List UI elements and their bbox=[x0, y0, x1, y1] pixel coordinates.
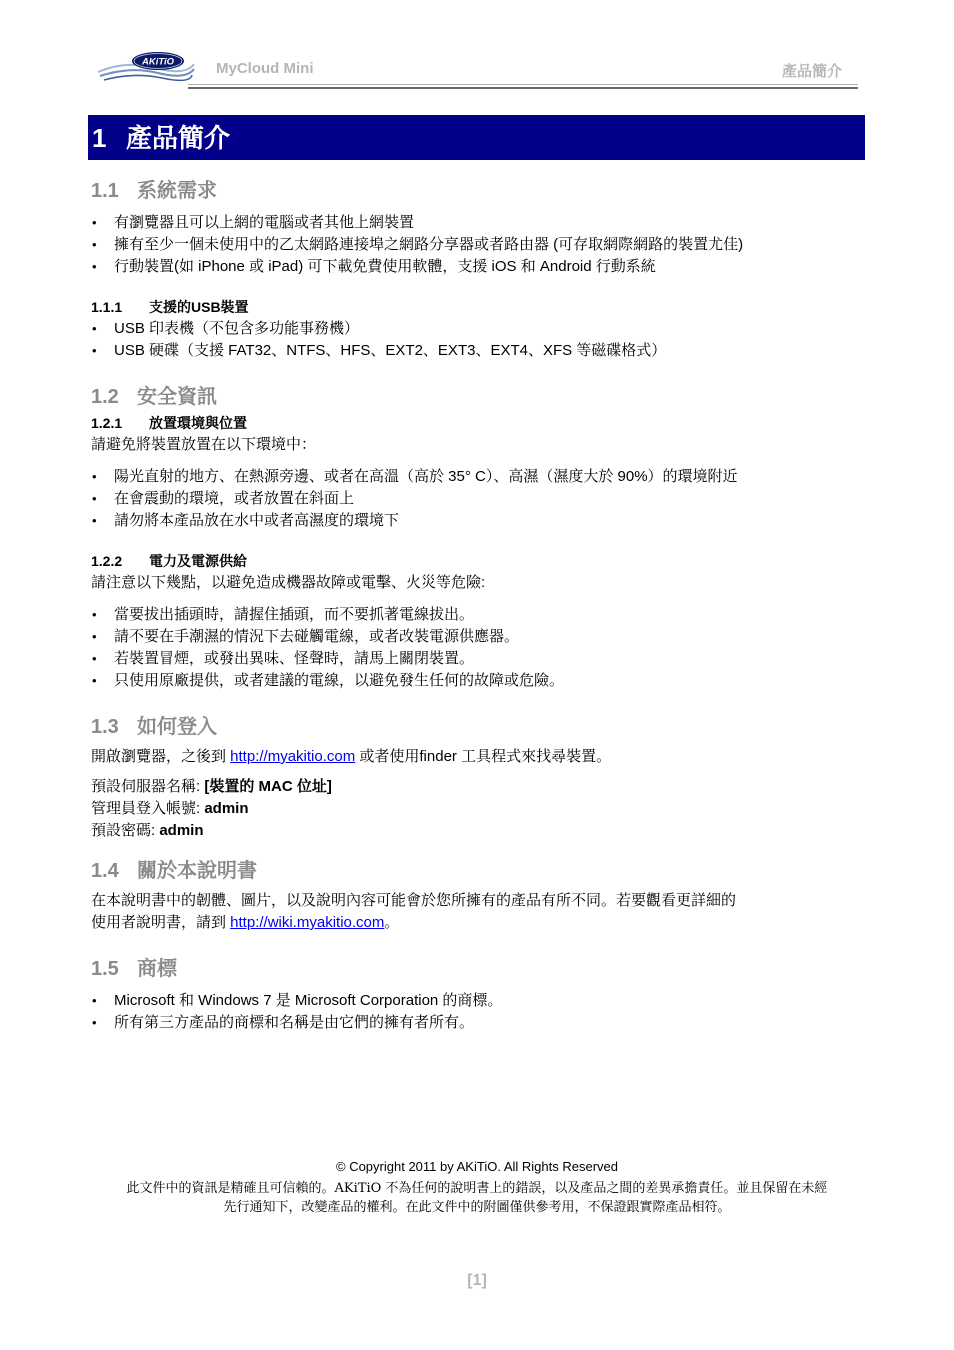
header-rule-thick bbox=[188, 87, 858, 89]
akitio-logo bbox=[96, 48, 196, 84]
list-item: • 若裝置冒煙，或發出異味、怪聲時，請馬上關閉裝置。 bbox=[91, 648, 866, 670]
svg-text:AKiTiO: AKiTiO bbox=[141, 56, 175, 68]
subsection-title: 支援的USB裝置 bbox=[149, 299, 249, 315]
login-text-suffix: 或者使用finder 工具程式來找尋裝置。 bbox=[355, 748, 612, 765]
login-text-prefix: 開啟瀏覽器，之後到 bbox=[91, 748, 231, 765]
list-item: • 只使用原廠提供，或者建議的電線，以避免發生任何的故障或危險。 bbox=[91, 670, 866, 692]
section-number: 1.1 bbox=[91, 180, 119, 202]
section-heading-1-5 bbox=[91, 954, 866, 984]
section-title: 系統需求 bbox=[137, 180, 217, 202]
subsection-title: 電力及電源供給 bbox=[149, 553, 247, 569]
admin-value: admin bbox=[204, 800, 249, 817]
myakitio-link[interactable]: http://myakitio.com bbox=[230, 748, 356, 765]
list-item: • USB 印表機（不包含多功能事務機） bbox=[91, 318, 866, 340]
subsection-heading-1-2-2 bbox=[91, 550, 866, 572]
subsection-title: 放置環境與位置 bbox=[149, 415, 247, 431]
section-number: 1.2 bbox=[91, 386, 119, 408]
list-item: • 擁有至少一個未使用中的乙太網路連接埠之網路分享器或者路由器 (可存取網際網路的裝置尤佳) bbox=[91, 234, 866, 256]
section-heading-1-3 bbox=[91, 712, 866, 742]
default-server-name bbox=[91, 776, 866, 798]
chapter-number: 1 bbox=[92, 123, 107, 153]
power-list bbox=[91, 604, 866, 692]
trademark-list bbox=[91, 990, 866, 1034]
section-title: 商標 bbox=[137, 958, 177, 980]
server-label: 預設伺服器名稱: bbox=[91, 778, 205, 795]
list-item: • 請勿將本產品放在水中或者高濕度的環境下 bbox=[91, 510, 866, 532]
disclaimer-line-2: 先行通知下，改變產品的權利。在此文件中的附圖僅供參考用，不保證跟實際產品相符。 bbox=[223, 1200, 731, 1215]
header-section-name: 產品簡介 bbox=[781, 63, 842, 80]
subsection-heading-1-1-1 bbox=[91, 296, 866, 318]
section-number: 1.4 bbox=[91, 860, 119, 882]
list-item: • 行動裝置(如 iPhone 或 iPad) 可下載免費使用軟體，支援 iOS 和 Android 行動系統 bbox=[91, 256, 866, 278]
section-title: 關於本說明書 bbox=[137, 860, 257, 882]
list-item: • Microsoft 和 Windows 7 是 Microsoft Corporation 的商標。 bbox=[91, 990, 866, 1012]
copyright-notice: © Copyright 2011 by AKiTiO. All Rights Reserved bbox=[336, 1159, 618, 1174]
subsection-number: 1.2.2 bbox=[91, 553, 123, 569]
list-item: • 當要拔出插頭時，請握住插頭，而不要抓著電線拔出。 bbox=[91, 604, 866, 626]
password-value: admin bbox=[159, 822, 204, 839]
subsection-heading-1-2-1 bbox=[91, 412, 866, 434]
page-header bbox=[88, 44, 864, 89]
power-intro: 請注意以下幾點，以避免造成機器故障或電擊、火災等危險: bbox=[91, 574, 486, 591]
system-requirements-list bbox=[91, 212, 866, 278]
server-value: [裝置的 MAC 位址] bbox=[204, 778, 332, 795]
section-number: 1.5 bbox=[91, 958, 119, 980]
header-product-name: MyCloud Mini bbox=[216, 60, 314, 77]
logo-graphic bbox=[96, 48, 196, 84]
list-item: • 所有第三方產品的商標和名稱是由它們的擁有者所有。 bbox=[91, 1012, 866, 1034]
chapter-title-bar bbox=[88, 115, 865, 160]
page-number: [1] bbox=[467, 1272, 487, 1289]
section-title: 安全資訊 bbox=[137, 386, 217, 408]
section-heading-1-2 bbox=[91, 382, 866, 412]
list-item: • 在會震動的環境，或者放置在斜面上 bbox=[91, 488, 866, 510]
placement-intro: 請避免將裝置放置在以下環境中： bbox=[91, 436, 317, 453]
wiki-link[interactable]: http://wiki.myakitio.com bbox=[230, 914, 385, 931]
manual-note-line2 bbox=[91, 912, 866, 934]
subsection-number: 1.1.1 bbox=[91, 299, 123, 315]
password-label: 預設密碼: bbox=[91, 822, 160, 839]
list-item: • 有瀏覽器且可以上網的電腦或者其他上網裝置 bbox=[91, 212, 866, 234]
login-instructions bbox=[91, 746, 866, 768]
list-item: • USB 硬碟（支援 FAT32、NTFS、HFS、EXT2、EXT3、EXT4、XFS 等磁碟格式） bbox=[91, 340, 866, 362]
manual-note-line1: 在本說明書中的韌體、圖片，以及說明內容可能會於您所擁有的產品有所不同。若要觀看更詳細的 bbox=[91, 892, 737, 909]
admin-login-account bbox=[91, 798, 866, 820]
manual-text-prefix: 使用者說明書，請到 bbox=[91, 914, 231, 931]
manual-text-suffix: 。 bbox=[384, 914, 400, 931]
section-heading-1-4 bbox=[91, 856, 866, 886]
disclaimer bbox=[88, 1179, 866, 1217]
default-password bbox=[91, 820, 866, 842]
section-title: 如何登入 bbox=[137, 716, 217, 738]
list-item: • 請不要在手潮濕的情況下去碰觸電線，或者改裝電源供應器。 bbox=[91, 626, 866, 648]
admin-label: 管理員登入帳號: bbox=[91, 800, 205, 817]
disclaimer-line-1: 此文件中的資訊是精確且可信賴的。AKiTiO 不為任何的說明書上的錯誤，以及產品之間的差異承擔責任。並且保留在未經 bbox=[126, 1181, 828, 1196]
header-rule bbox=[188, 84, 858, 85]
main-content bbox=[91, 176, 866, 1034]
section-heading-1-1 bbox=[91, 176, 866, 206]
section-number: 1.3 bbox=[91, 716, 119, 738]
subsection-number: 1.2.1 bbox=[91, 415, 123, 431]
placement-list bbox=[91, 466, 866, 532]
list-item: • 陽光直射的地方、在熱源旁邊、或者在高溫（高於 35° C）、高濕（濕度大於 90%）的環境附近 bbox=[91, 466, 866, 488]
chapter-title: 產品簡介 bbox=[126, 123, 231, 153]
usb-devices-list bbox=[91, 318, 866, 362]
